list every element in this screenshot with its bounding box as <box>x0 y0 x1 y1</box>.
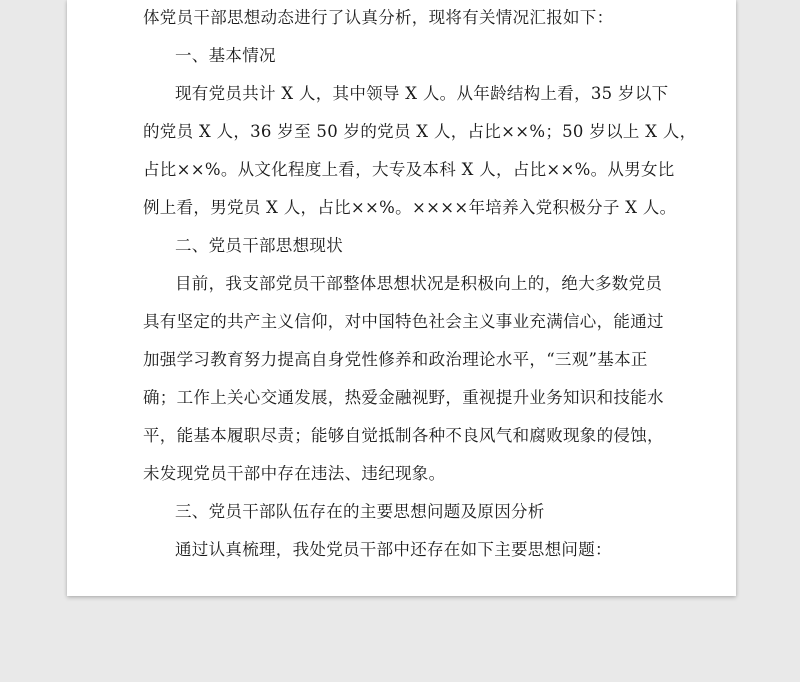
body-text-line: 具有坚定的共产主义信仰，对中国特色社会主义事业充满信心，能通过 <box>143 312 664 331</box>
section-heading-basic-situation: 一、基本情况 <box>175 46 276 65</box>
body-text-line: 未发现党员干部中存在违法、违纪现象。 <box>143 464 446 483</box>
body-text-line: 占比××%。从文化程度上看，大专及本科 X 人，占比××%。从男女比 <box>143 160 675 179</box>
body-text-line: 现有党员共计 X 人，其中领导 X 人。从年龄结构上看，35 岁以下 <box>175 84 669 103</box>
body-text-line: 平，能基本履职尽责；能够自觉抵制各种不良风气和腐败现象的侵蚀， <box>143 426 664 445</box>
body-text-line: 确；工作上关心交通发展，热爱金融视野，重视提升业务知识和技能水 <box>143 388 664 407</box>
body-text-line: 例上看，男党员 X 人，占比××%。××××年培养入党积极分子 X 人。 <box>143 198 677 217</box>
body-text-line: 加强学习教育努力提高自身党性修养和政治理论水平，“三观”基本正 <box>143 350 648 369</box>
body-text-line: 的党员 X 人，36 岁至 50 岁的党员 X 人，占比××%；50 岁以上 X 人， <box>143 122 697 141</box>
document-page <box>67 0 736 596</box>
section-heading-problems-analysis: 三、党员干部队伍存在的主要思想问题及原因分析 <box>175 502 545 521</box>
section-heading-thought-status: 二、党员干部思想现状 <box>175 236 343 255</box>
body-text-line: 体党员干部思想动态进行了认真分析，现将有关情况汇报如下： <box>143 8 614 27</box>
body-text-line: 通过认真梳理，我处党员干部中还存在如下主要思想问题： <box>175 540 612 559</box>
body-text-line: 目前，我支部党员干部整体思想状况是积极向上的，绝大多数党员 <box>175 274 663 293</box>
